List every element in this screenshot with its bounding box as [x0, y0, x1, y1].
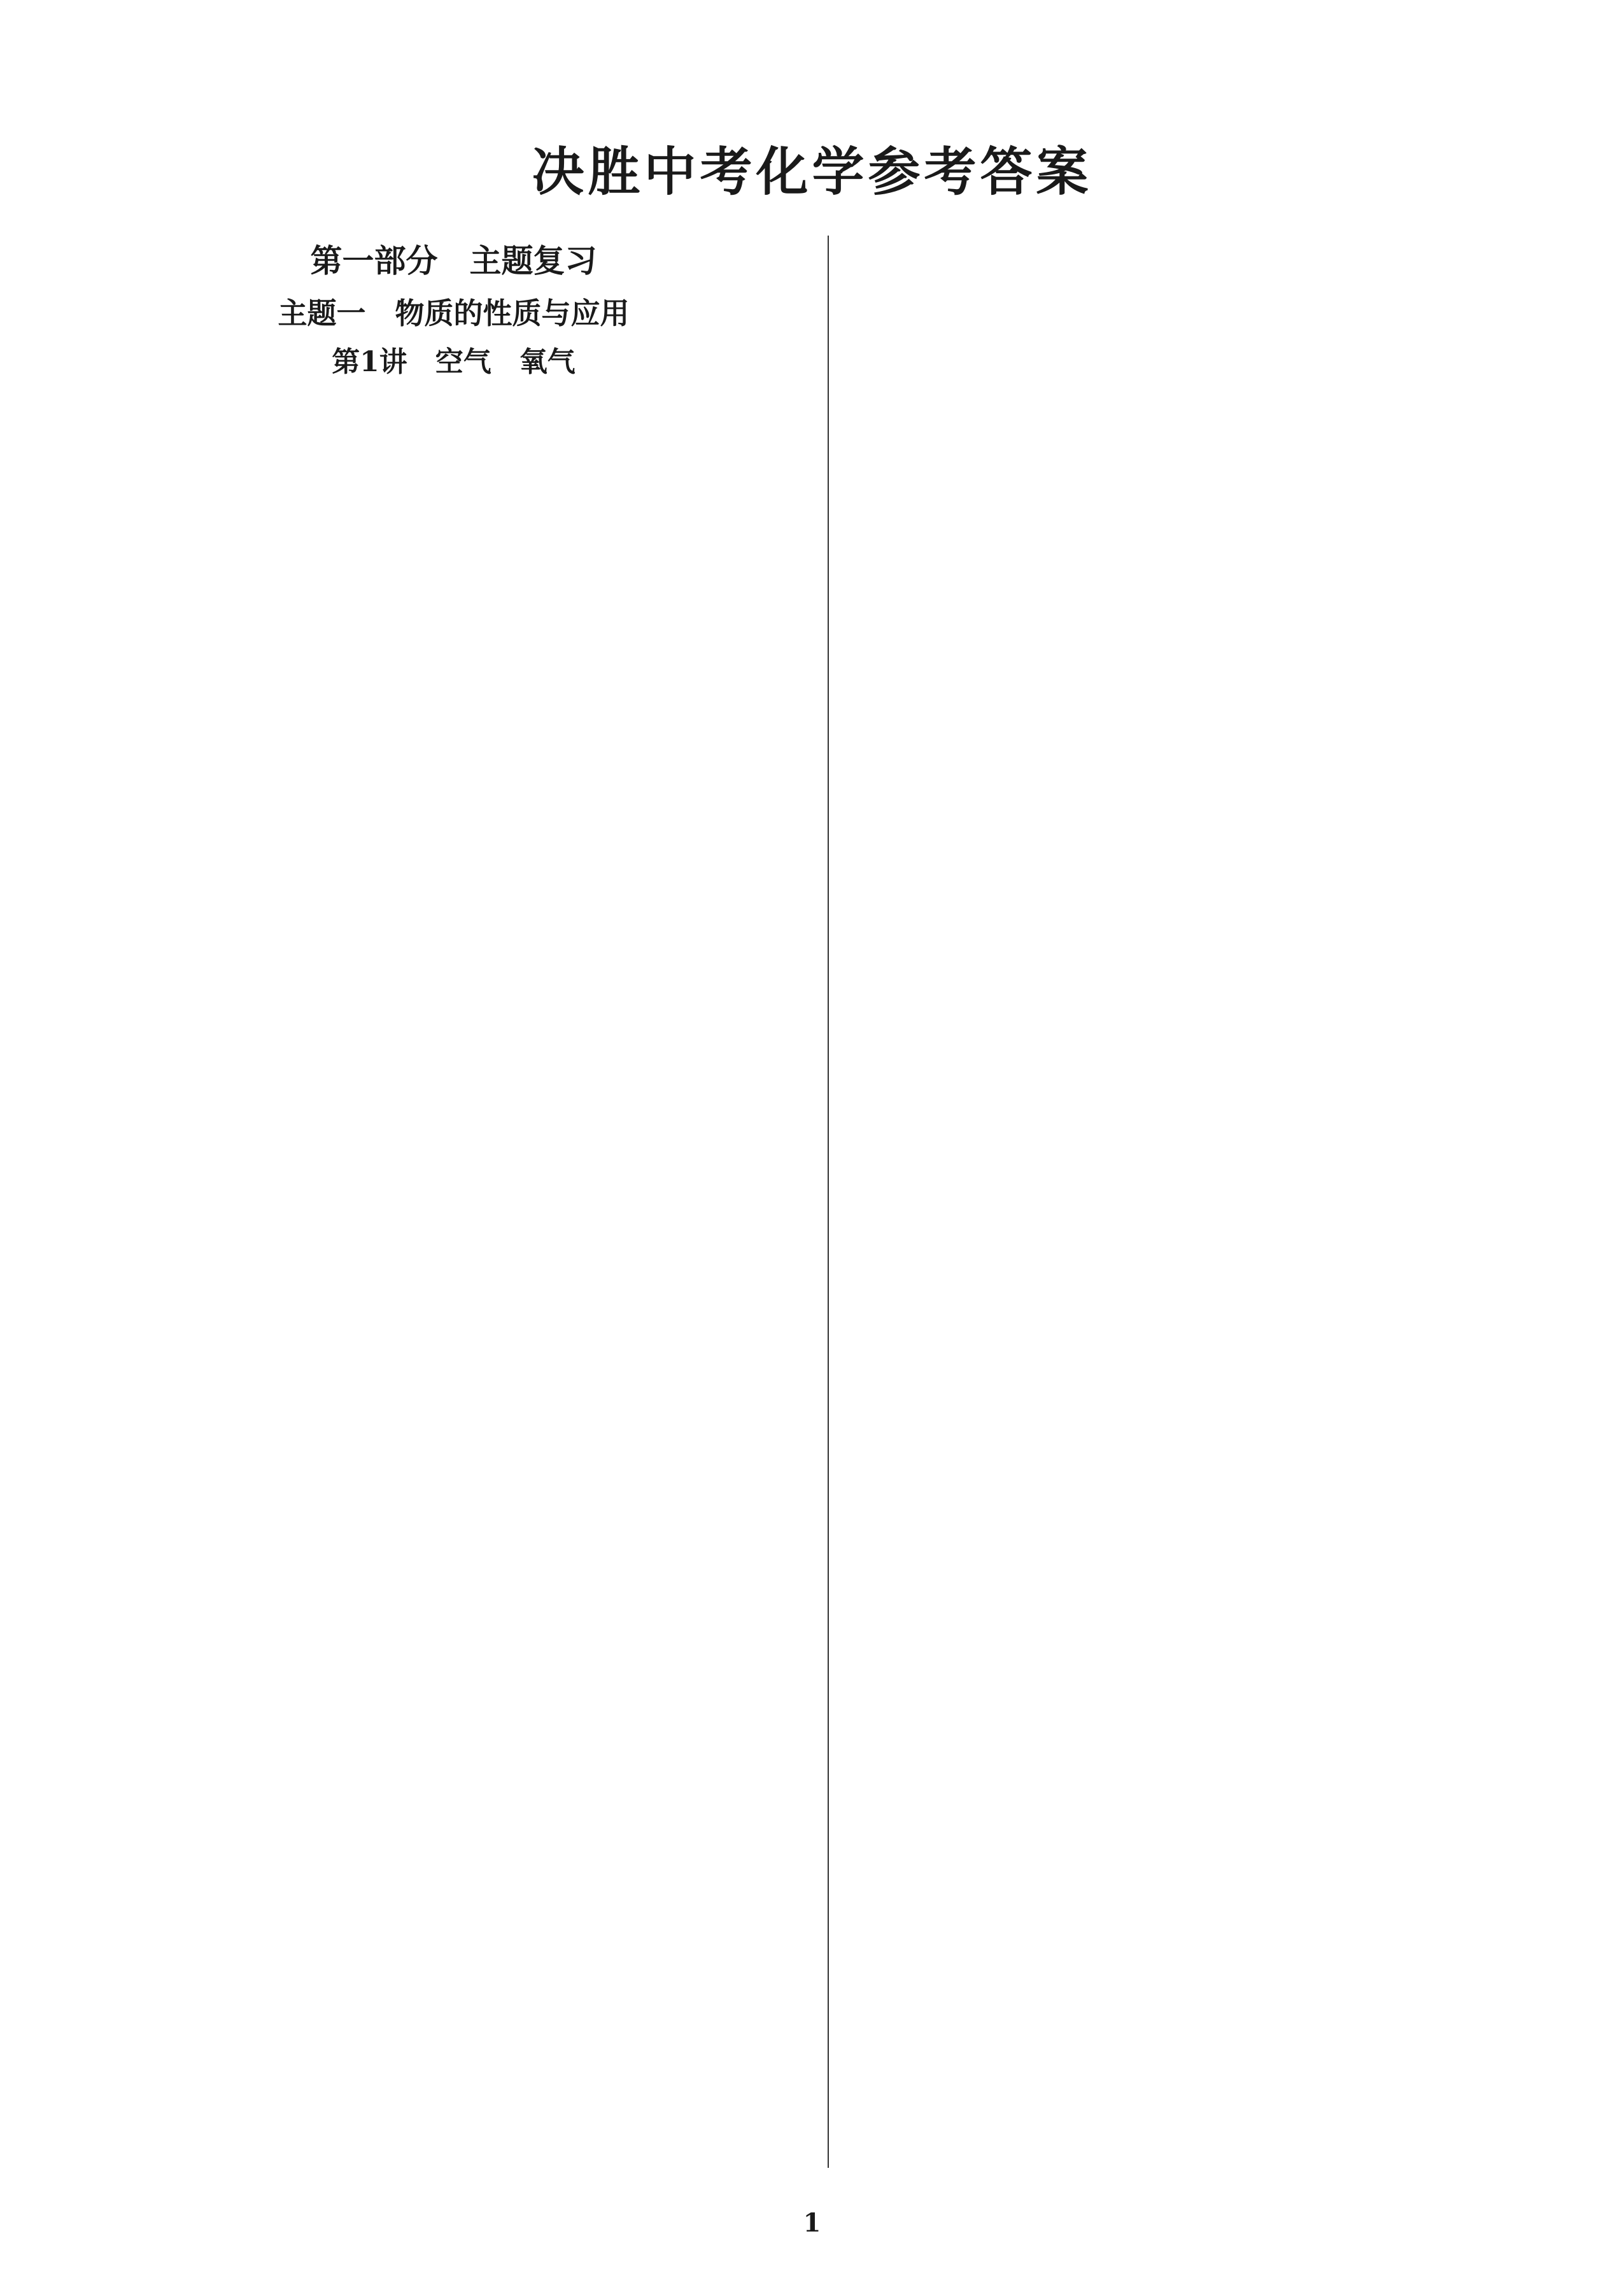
lesson-title: 第1讲 空气 氧气: [332, 346, 575, 378]
page-title: 决胜中考化学参考答案: [532, 142, 1092, 202]
page-number: 1: [803, 2208, 821, 2238]
part-title: 第一部分 主题复习: [310, 242, 597, 279]
theme-title: 主题一 物质的性质与应用: [278, 296, 630, 330]
column-divider: [828, 236, 829, 2168]
left-column: [95, 236, 812, 393]
